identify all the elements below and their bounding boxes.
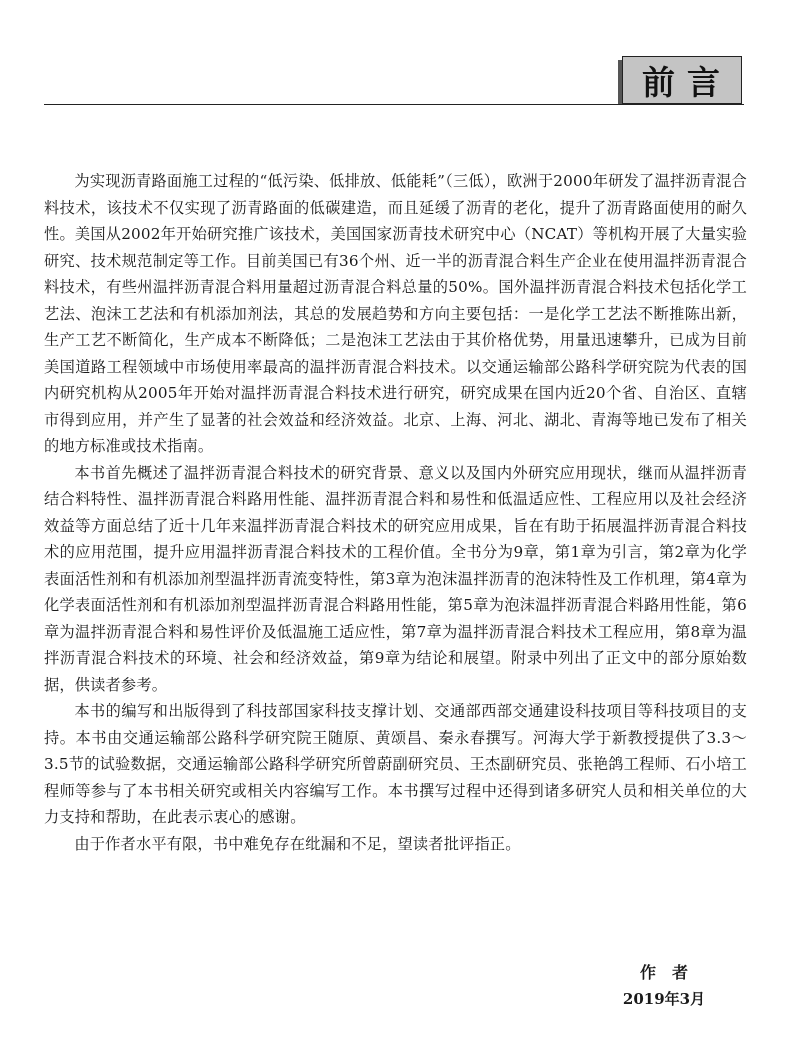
- paragraph: 本书首先概述了温拌沥青混合料技术的研究背景、意义以及国内外研究应用现状，继而从温拌沥青结合料特性、温拌沥青混合料路用性能、温拌沥青混合料和易性和低温适应性、工程应用以及社会经济效益等方面总结了近十几年来温拌沥青混合料技术的研究应用成果，旨在有助于拓展温拌沥青混合料技术的应用范围，提升应用温拌沥青混合料技术的工程价值。全书分为9章，第1章为引言，第2章为化学表面活性剂和有机添加剂型温拌沥青流变特性，第3章为泡沫温拌沥青的泡沫特性及工作机理，第4章为化学表面活性剂和有机添加剂型温拌沥青混合料路用性能，第5章为泡沫温拌沥青混合料路用性能，第6章为温拌沥青混合料和易性评价及低温施工适应性，第7章为温拌沥青混合料技术工程应用，第8章为温拌沥青混合料技术的环境、社会和经济效益，第9章为结论和展望。附录中列出了正文中的部分原始数据，供读者参考。: [44, 463, 747, 694]
- author-label: 作者: [639, 963, 704, 982]
- paragraph: 为实现沥青路面施工过程的“低污染、低排放、低能耗”（三低），欧洲于2000年研发了温拌沥青混合料技术，该技术不仅实现了沥青路面的低碳建造，而且延缓了沥青的老化，提升了沥青路面使用的耐久性。美国从2002年开始研究推广该技术，美国国家沥青技术研究中心（NCAT）等机构开展了大量实验研究、技术规范制定等工作。目前美国已有36个州、近一半的沥青混合料生产企业在使用温拌沥青混合料技术，有些州温拌沥青混合料用量超过沥青混合料总量的50%。国外温拌沥青混合料技术包括化学工艺法、泡沫工艺法和有机添加剂法，其总的发展趋势和方向主要包括：一是化学工艺法不断推陈出新，生产工艺不断简化，生产成本不断降低；二是泡沫工艺法由于其价格优势，用量迅速攀升，已成为目前美国道路工程领域中市场使用率最高的温拌沥青混合料技术。以交通运输部公路科学研究院为代表的国内研究机构从2005年开始对温拌沥青混合料技术进行研究，研究成果在国内近20个省、自治区、直辖市得到应用，并产生了显著的社会效益和经济效益。北京、上海、河北、湖北、青海等地已发布了相关的地方标准或技术指南。: [44, 172, 747, 455]
- paragraph: 本书的编写和出版得到了科技部国家科技支撑计划、交通部西部交通建设科技项目等科技项目的支持。本书由交通运输部公路科学研究院王随原、黄颂昌、秦永春撰写。河海大学于新教授提供了3.3～3.5节的试验数据，交通运输部公路科学研究所曾蔚副研究员、王杰副研究员、张艳鸽工程师、石小培工程师等参与了本书相关研究或相关内容编写工作。本书撰写过程中还得到诸多研究人员和相关单位的大力支持和帮助，在此表示衷心的感谢。: [44, 702, 747, 826]
- paragraph: 由于作者水平有限，书中难免存在纰漏和不足，望读者批评指正。: [74, 834, 521, 853]
- header-rule: [44, 104, 744, 105]
- preface-body: [44, 168, 747, 857]
- signature-date: 2019年3月: [622, 990, 706, 1008]
- signature-block: [594, 960, 734, 1012]
- page-title: 前言: [642, 62, 732, 102]
